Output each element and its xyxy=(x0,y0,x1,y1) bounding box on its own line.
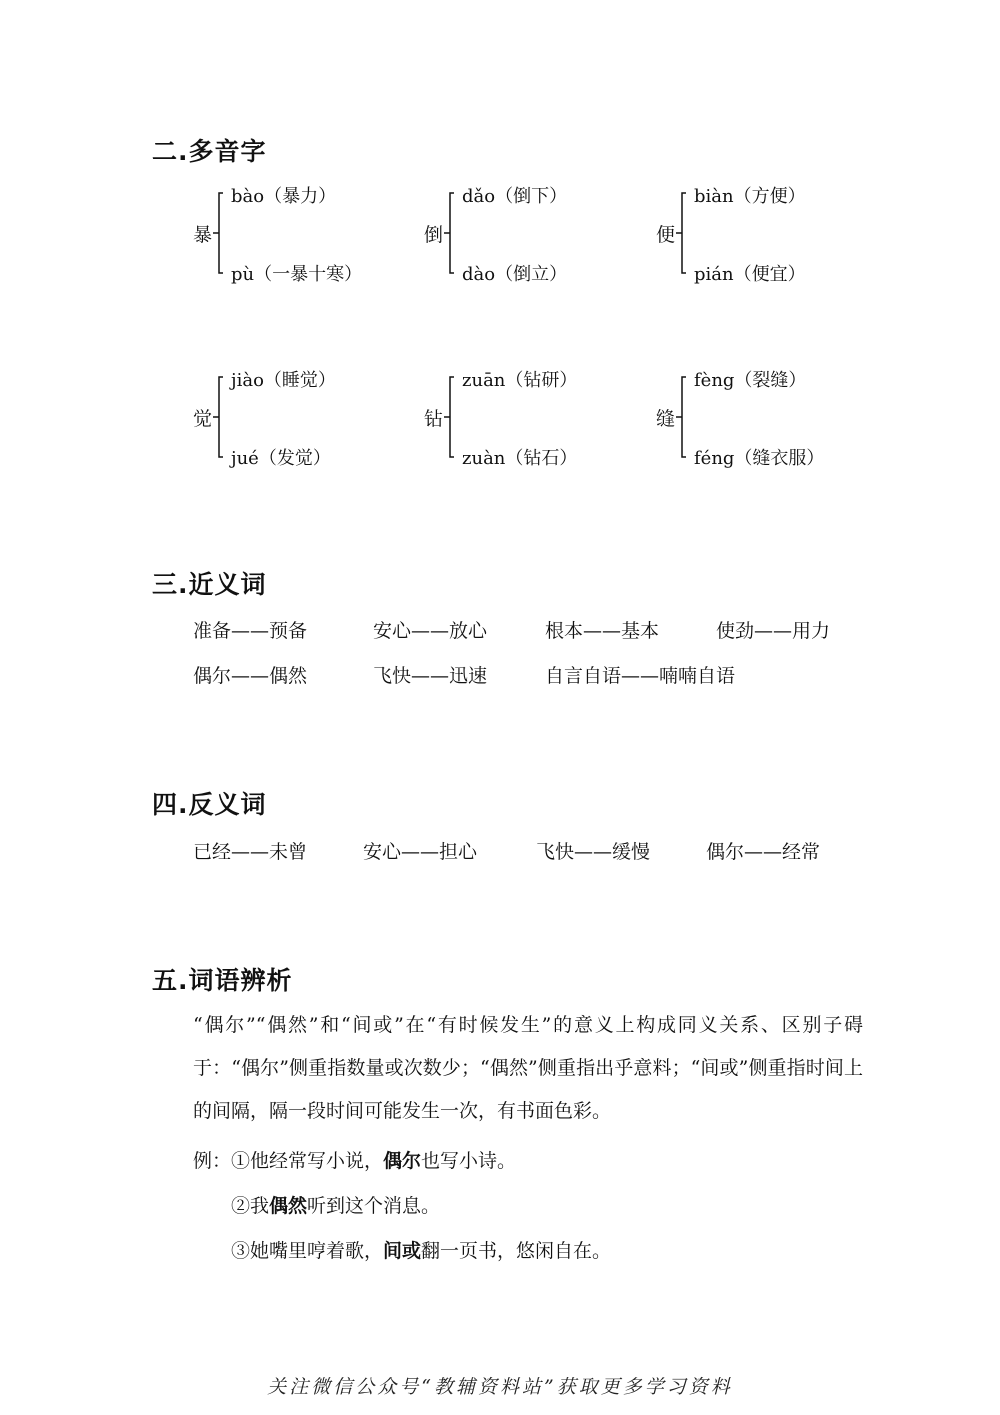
polyphone-reading: zuàn（钻石） xyxy=(462,448,578,469)
polyphone-reading: jiào（睡觉） xyxy=(231,370,336,391)
polyphone-group xyxy=(193,366,413,469)
example-suffix: 听到这个消息。 xyxy=(307,1195,441,1217)
polyphone-reading: fèng（裂缝） xyxy=(694,370,807,391)
polyphone-group xyxy=(656,366,876,469)
brace-connector xyxy=(444,192,456,274)
polyphone-reading: zuān（钻研） xyxy=(462,370,578,391)
example-3 xyxy=(231,1236,611,1263)
polyphone-group xyxy=(193,182,413,285)
section-title-synonyms: 三.近义词 xyxy=(152,570,267,599)
brace-connector xyxy=(444,376,456,458)
polyphone-reading: bào（暴力） xyxy=(231,186,337,207)
example-keyword: 间或 xyxy=(383,1240,422,1262)
polyphone-reading: féng（缝衣服） xyxy=(694,448,825,469)
analysis-paragraph: “偶尔”“偶然”和“间或”在“有时候发生”的意义上构成同义关系、区别子碍于：“偶尔”侧重指数量或次数少；“偶然”侧重指出乎意料；“间或”侧重指时间上的间隔，隔一段时间可能发生一次，有书面色彩。 xyxy=(193,1014,863,1122)
synonym-pair: 安心——放心 xyxy=(373,620,488,642)
antonym-pair: 偶尔——经常 xyxy=(706,841,821,863)
synonym-pair: 准备——预备 xyxy=(193,620,308,642)
polyphone-reading: pù（一暴十寒） xyxy=(231,264,363,285)
brace-connector xyxy=(676,376,688,458)
section-title-analysis: 五.词语辨析 xyxy=(152,966,293,995)
brace-connector xyxy=(213,192,225,274)
synonym-pair: 自言自语——喃喃自语 xyxy=(545,665,736,687)
example-prefix: ③她嘴里哼着歌， xyxy=(231,1240,384,1262)
polyphone-char: 觉 xyxy=(193,408,213,430)
polyphone-reading: biàn（方便） xyxy=(694,186,806,207)
polyphone-char: 暴 xyxy=(193,224,213,246)
polyphone-group xyxy=(424,366,644,469)
example-2 xyxy=(231,1191,440,1218)
polyphone-char: 钻 xyxy=(424,408,444,430)
example-prefix: ②我 xyxy=(231,1195,270,1217)
example-1 xyxy=(193,1146,516,1173)
synonym-pair: 使劲——用力 xyxy=(716,620,831,642)
polyphone-reading: dào（倒立） xyxy=(462,264,568,285)
antonym-pair: 飞快——缓慢 xyxy=(536,841,651,863)
polyphone-group xyxy=(424,182,644,285)
antonym-pair: 已经——未曾 xyxy=(193,841,308,863)
example-keyword: 偶尔 xyxy=(383,1150,422,1172)
example-prefix: 例：①他经常写小说， xyxy=(193,1150,384,1172)
example-suffix: 翻一页书，悠闲自在。 xyxy=(421,1240,612,1262)
polyphone-char: 便 xyxy=(656,224,676,246)
synonym-pair: 根本——基本 xyxy=(545,620,660,642)
footer-note: 关注微信公众号“教辅资料站”获取更多学习资料 xyxy=(267,1376,733,1398)
synonym-pair: 飞快——迅速 xyxy=(373,665,488,687)
polyphone-reading: jué（发觉） xyxy=(231,448,331,469)
antonym-pair: 安心——担心 xyxy=(363,841,478,863)
brace-connector xyxy=(676,192,688,274)
section-title-antonyms: 四.反义词 xyxy=(152,790,267,819)
brace-connector xyxy=(213,376,225,458)
polyphone-char: 倒 xyxy=(424,224,444,246)
synonym-pair: 偶尔——偶然 xyxy=(193,665,308,687)
polyphone-reading: dǎo（倒下） xyxy=(462,186,568,207)
polyphone-char: 缝 xyxy=(656,408,676,430)
example-keyword: 偶然 xyxy=(269,1195,308,1217)
polyphone-group xyxy=(656,182,876,285)
section-title-polyphonic: 二.多音字 xyxy=(152,137,267,166)
polyphone-reading: pián（便宜） xyxy=(694,264,806,285)
example-suffix: 也写小诗。 xyxy=(421,1150,517,1172)
